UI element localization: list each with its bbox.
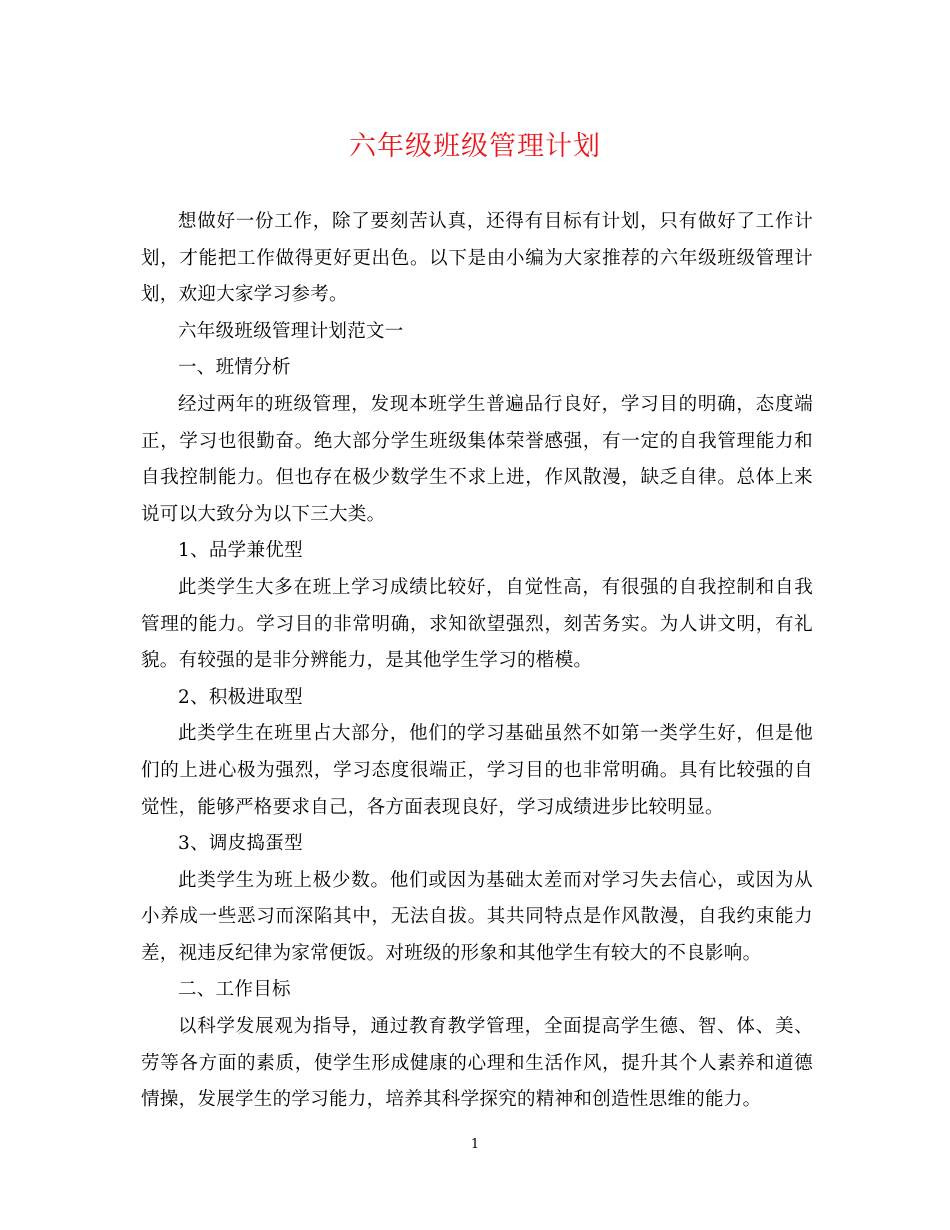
type-one-paragraph: 此类学生大多在班上学习成绩比较好，自觉性高，有很强的自我控制和自我管理的能力。学习目的非常明确，求知欲望强烈，刻苦务实。为人讲文明，有礼貌。有较强的是非分辨能力，是其他学生学习的楷模。 [141, 576, 813, 672]
subheading-type-three: 3、调皮捣蛋型 [178, 833, 303, 855]
subheading-type-two: 2、积极进取型 [178, 686, 303, 708]
section-heading-sample-one: 六年级班级管理计划范文一 [178, 320, 404, 342]
type-three-paragraph: 此类学生为班上极少数。他们或因为基础太差而对学习失去信心，或因为从小养成一些恶习而深陷其中，无法自拔。其共同特点是作风散漫，自我约束能力差，视违反纪律为家常便饭。对班级的形象和其他学生有较大的不良影响。 [141, 869, 813, 964]
class-analysis-paragraph: 经过两年的班级管理，发现本班学生普遍品行良好，学习目的明确，态度端正，学习也很勤奋。绝大部分学生班级集体荣誉感强，有一定的自我管理能力和自我控制能力。但也存在极少数学生不求上进，作风散漫，缺乏自律。总体上来说可以大致分为以下三大类。 [141, 393, 813, 525]
work-goals-paragraph: 以科学发展观为指导，通过教育教学管理，全面提高学生德、智、体、美、劳等各方面的素质，使学生形成健康的心理和生活作风，提升其个人素养和道德情操，发展学生的学习能力，培养其科学探究的精神和创造性思维的能力。 [141, 1016, 813, 1111]
section-heading-class-analysis: 一、班情分析 [178, 357, 291, 379]
document-body [141, 204, 813, 1119]
type-two-paragraph: 此类学生在班里占大部分，他们的学习基础虽然不如第一类学生好，但是他们的上进心极为强烈，学习态度很端正，学习目的也非常明确。具有比较强的自觉性，能够严格要求自己，各方面表现良好，学习成绩进步比较明显。 [141, 723, 813, 818]
intro-paragraph: 想做好一份工作，除了要刻苦认真，还得有目标有计划，只有做好了工作计划，才能把工作做得更好更出色。以下是由小编为大家推荐的六年级班级管理计划，欢迎大家学习参考。 [141, 211, 813, 306]
page-number: 1 [470, 1137, 480, 1152]
document-title: 六年级班级管理计划 [349, 131, 601, 162]
subheading-type-one: 1、品学兼优型 [178, 540, 303, 562]
section-heading-work-goals: 二、工作目标 [178, 979, 291, 1001]
